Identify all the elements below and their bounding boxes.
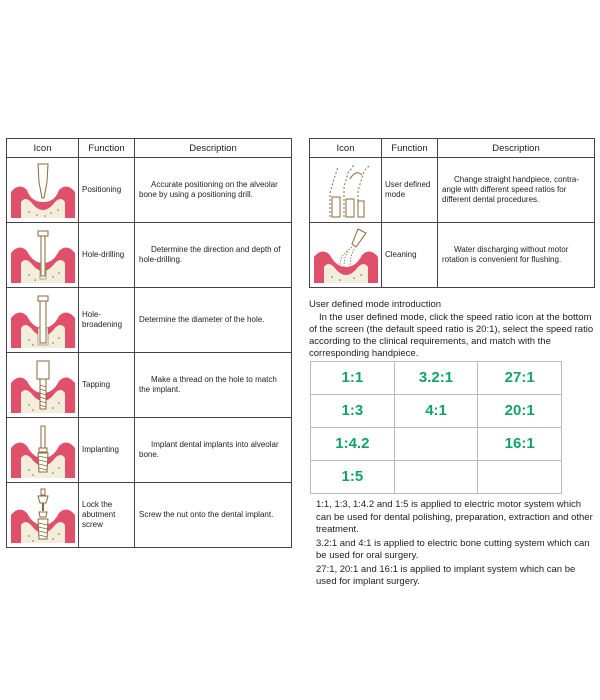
- description-text: Accurate positioning on the alveolar bone by using a positioning drill.: [135, 158, 292, 223]
- implanting-icon: [11, 422, 75, 478]
- section-title: User defined mode introduction: [309, 299, 442, 310]
- description-text: Implant dental implants into alveolar bone.: [135, 418, 292, 483]
- table-row: [7, 353, 292, 418]
- table-row: [310, 158, 595, 223]
- function-label: Hole-broadening: [79, 288, 135, 353]
- function-label: Implanting: [79, 418, 135, 483]
- description-text: Determine the direction and depth of hole-drilling.: [135, 223, 292, 288]
- function-label: User defined mode: [382, 158, 438, 223]
- speed-ratio-cell[interactable]: 1:5: [311, 461, 395, 494]
- abutment-screw-icon: [11, 487, 75, 543]
- header-description: Description: [135, 139, 292, 158]
- speed-ratio-cell: [394, 461, 478, 494]
- function-label: Lock the abutment screw: [79, 483, 135, 548]
- speed-ratio-cell[interactable]: 1:4.2: [311, 428, 395, 461]
- speed-ratio-cell[interactable]: 16:1: [478, 428, 562, 461]
- hole-broadening-icon: [11, 292, 75, 348]
- header-icon: Icon: [7, 139, 79, 158]
- grid-row: [311, 395, 562, 428]
- speed-ratio-grid: [310, 361, 562, 494]
- positioning-drill-icon: [11, 162, 75, 218]
- function-label: Positioning: [79, 158, 135, 223]
- header-icon: Icon: [310, 139, 382, 158]
- table-row: [7, 418, 292, 483]
- handpiece-icon: [314, 161, 378, 219]
- table-header-row: [310, 139, 595, 158]
- header-description: Description: [438, 139, 595, 158]
- table-row: [310, 223, 595, 288]
- speed-ratio-cell: [394, 428, 478, 461]
- section-intro: In the user defined mode, click the speed ratio icon at the bottom of the screen (the default speed ratio is 20:1), select the speed ratio according to the clinical requirements, and match with the corresponding handpiece.: [309, 312, 594, 359]
- description-text: Screw the nut onto the dental implant.: [135, 483, 292, 548]
- procedure-table-right: [309, 138, 595, 288]
- grid-row: [311, 461, 562, 494]
- grid-row: [311, 428, 562, 461]
- speed-ratio-cell[interactable]: 3.2:1: [394, 362, 478, 395]
- description-text: Determine the diameter of the hole.: [135, 288, 292, 353]
- header-function: Function: [79, 139, 135, 158]
- tapping-icon: [11, 357, 75, 413]
- function-label: Hole-drilling: [79, 223, 135, 288]
- table-header-row: [7, 139, 292, 158]
- speed-ratio-cell[interactable]: 1:1: [311, 362, 395, 395]
- procedure-table-left: [6, 138, 292, 548]
- note-paragraph: 3.2:1 and 4:1 is applied to electric bone cutting system which can be used for oral surgery.: [316, 537, 590, 561]
- table-row: [7, 288, 292, 353]
- grid-row: [311, 362, 562, 395]
- header-function: Function: [382, 139, 438, 158]
- table-row: [7, 223, 292, 288]
- user-defined-mode-section: [309, 299, 595, 360]
- speed-ratio-cell: [478, 461, 562, 494]
- function-label: Cleaning: [382, 223, 438, 288]
- note-paragraph: 1:1, 1:3, 1:4.2 and 1:5 is applied to electric motor system which can be used for dental polishing, preparation, extraction and other treatment.: [316, 499, 593, 535]
- function-label: Tapping: [79, 353, 135, 418]
- speed-ratio-cell[interactable]: 27:1: [478, 362, 562, 395]
- speed-ratio-cell[interactable]: 20:1: [478, 395, 562, 428]
- description-text: Make a thread on the hole to match the implant.: [135, 353, 292, 418]
- speed-ratio-notes: [309, 499, 595, 590]
- description-text: Water discharging without motor rotation is convenient for flushing.: [438, 223, 595, 288]
- table-row: [7, 158, 292, 223]
- cleaning-icon: [314, 227, 378, 283]
- note-paragraph: 27:1, 20:1 and 16:1 is applied to implant system which can be used for implant surgery.: [316, 563, 576, 587]
- table-row: [7, 483, 292, 548]
- description-text: Change straight handpiece, contra-angle with different speed ratios for different dental procedures.: [438, 158, 595, 223]
- speed-ratio-cell[interactable]: 4:1: [394, 395, 478, 428]
- hole-drilling-icon: [11, 227, 75, 283]
- speed-ratio-cell[interactable]: 1:3: [311, 395, 395, 428]
